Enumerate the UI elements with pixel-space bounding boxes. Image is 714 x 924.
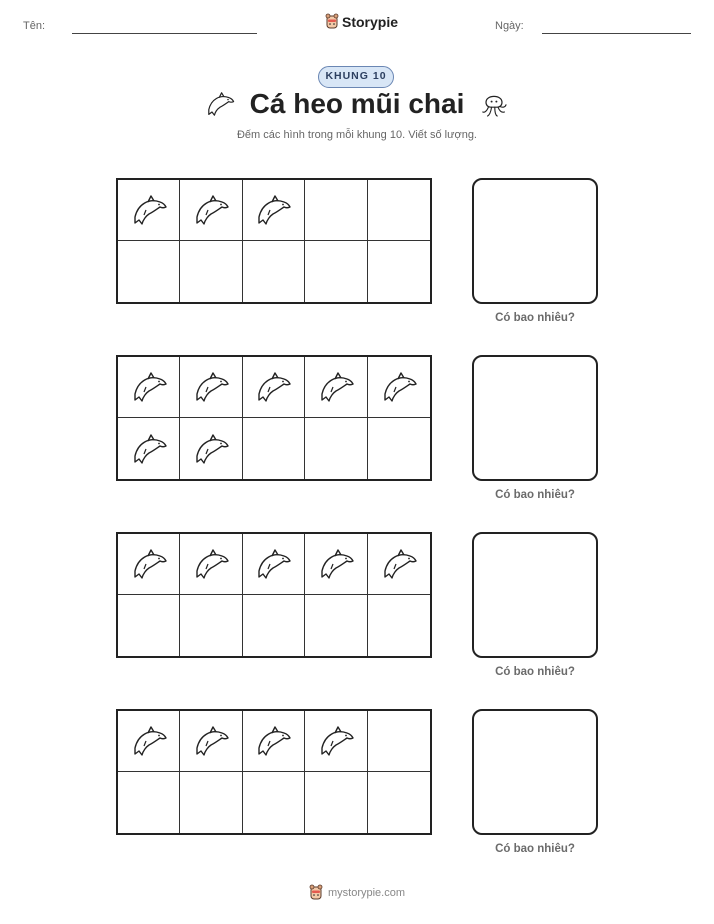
ten-frame-cell-empty: [180, 241, 242, 302]
ten-frame-cell-empty: [243, 241, 305, 302]
dolphin-icon: [191, 544, 231, 584]
page-title: Cá heo mũi chai: [249, 88, 465, 119]
answer-box[interactable]: [472, 532, 598, 658]
ten-frame-cell-filled: [118, 534, 180, 595]
ten-frame-cell-empty: [180, 772, 242, 833]
dolphin-icon: [129, 367, 169, 407]
answer-question: Có bao nhiêu?: [495, 489, 575, 501]
octopus-icon: [478, 88, 510, 120]
ten-frame-cell-filled: [368, 357, 430, 418]
title-row: [0, 88, 714, 120]
ten-frame-cell-empty: [368, 180, 430, 241]
date-label: Ngày:: [495, 20, 524, 32]
answer-box[interactable]: [472, 355, 598, 481]
dolphin-icon: [191, 367, 231, 407]
ten-frame-cell-empty: [368, 595, 430, 656]
dolphin-icon: [379, 544, 419, 584]
date-line[interactable]: [542, 33, 691, 34]
ten-frame: [116, 178, 432, 304]
ten-frame-cell-filled: [180, 418, 242, 479]
answer-box[interactable]: [472, 709, 598, 835]
ten-frame-cell-empty: [243, 772, 305, 833]
ten-frame: [116, 709, 432, 835]
dolphin-icon: [191, 429, 231, 469]
ten-frame-cell-empty: [368, 772, 430, 833]
dolphin-icon: [316, 544, 356, 584]
ten-frame-cell-empty: [118, 772, 180, 833]
dolphin-icon: [253, 367, 293, 407]
ten-frame: [116, 355, 432, 481]
dolphin-icon: [129, 429, 169, 469]
ten-frame-cell-empty: [305, 772, 367, 833]
ten-frame-cell-empty: [305, 241, 367, 302]
answer-question: Có bao nhiêu?: [495, 312, 575, 324]
brand-logo: [325, 13, 398, 30]
footer: [0, 884, 714, 901]
ten-frame-cell-empty: [305, 595, 367, 656]
ten-frame-cell-filled: [118, 357, 180, 418]
ten-frame-cell-filled: [305, 711, 367, 772]
dolphin-icon: [129, 190, 169, 230]
name-line[interactable]: [72, 33, 257, 34]
name-label: Tên:: [23, 20, 46, 32]
dolphin-icon: [129, 721, 169, 761]
ten-frame-cell-filled: [305, 357, 367, 418]
ten-frame-cell-empty: [368, 241, 430, 302]
ten-frame-cell-filled: [118, 711, 180, 772]
ten-frame-cell-filled: [243, 534, 305, 595]
mascot-icon: [309, 884, 323, 901]
dolphin-icon: [191, 721, 231, 761]
dolphin-icon: [129, 544, 169, 584]
ten-frame-cell-empty: [243, 595, 305, 656]
dolphin-icon: [316, 367, 356, 407]
ten-frame-cell-empty: [243, 418, 305, 479]
ten-frame-cell-filled: [118, 180, 180, 241]
dolphin-icon: [253, 544, 293, 584]
dolphin-icon: [253, 190, 293, 230]
worksheet-badge: KHUNG 10: [318, 66, 394, 88]
dolphin-icon: [379, 367, 419, 407]
brand-name: Storypie: [342, 13, 399, 30]
ten-frame-cell-filled: [180, 357, 242, 418]
instructions: Đếm các hình trong mỗi khung 10. Viết số lượng.: [236, 129, 477, 141]
ten-frame-cell-filled: [118, 418, 180, 479]
ten-frame: [116, 532, 432, 658]
mascot-icon: [325, 13, 339, 30]
footer-site: mystorypie.com: [327, 886, 406, 899]
ten-frame-cell-empty: [305, 418, 367, 479]
dolphin-icon: [191, 190, 231, 230]
ten-frame-cell-empty: [368, 711, 430, 772]
answer-question: Có bao nhiêu?: [495, 843, 575, 855]
ten-frame-cell-filled: [368, 534, 430, 595]
ten-frame-cell-empty: [180, 595, 242, 656]
ten-frame-cell-empty: [118, 595, 180, 656]
ten-frame-cell-empty: [118, 241, 180, 302]
dolphin-icon: [204, 88, 236, 120]
ten-frame-cell-filled: [180, 534, 242, 595]
ten-frame-cell-empty: [305, 180, 367, 241]
ten-frame-cell-filled: [180, 711, 242, 772]
ten-frame-cell-filled: [243, 711, 305, 772]
ten-frame-cell-filled: [243, 357, 305, 418]
answer-question: Có bao nhiêu?: [495, 666, 575, 678]
ten-frame-cell-filled: [305, 534, 367, 595]
ten-frame-cell-empty: [368, 418, 430, 479]
ten-frame-cell-filled: [243, 180, 305, 241]
dolphin-icon: [253, 721, 293, 761]
dolphin-icon: [316, 721, 356, 761]
ten-frame-cell-filled: [180, 180, 242, 241]
answer-box[interactable]: [472, 178, 598, 304]
